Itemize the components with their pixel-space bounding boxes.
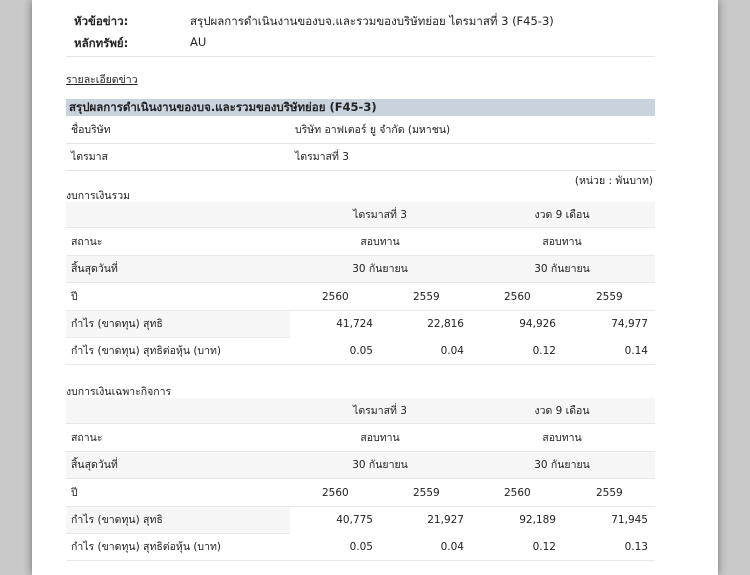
eps-label: กำไร (ขาดทุน) สุทธิต่อหุ้น (บาท) <box>71 541 222 553</box>
end-date-q: 30 กันยายน <box>352 459 408 471</box>
year-cell: 2560 <box>322 487 349 499</box>
quarter-label: ไตรมาส <box>71 151 108 163</box>
end-date-q: 30 กันยายน <box>352 263 408 275</box>
table-row <box>66 338 655 365</box>
year-cell: 2560 <box>504 487 531 499</box>
subject-value: สรุปผลการดำเนินงานของบจ.และรวมของบริษัทย่อย ไตรมาสที่ 3 (F45-3) <box>190 14 554 28</box>
status-q: สอบทาน <box>360 432 400 444</box>
net-profit-label: กำไร (ขาดทุน) สุทธิ <box>71 514 163 526</box>
document-page <box>32 0 718 575</box>
period-q-header: ไตรมาสที่ 3 <box>353 209 407 221</box>
company-value: บริษัท อาฟเตอร์ ยู จำกัด (มหาชน) <box>295 124 451 136</box>
eps-cell: 0.12 <box>532 345 556 357</box>
eps-cell: 0.13 <box>624 541 648 553</box>
profit-cell: 71,945 <box>611 514 648 526</box>
subject-label: หัวข้อข่าว: <box>74 14 129 28</box>
table-row <box>66 507 655 534</box>
table-row <box>66 398 655 424</box>
end-date-label: สิ้นสุดวันที่ <box>71 459 118 471</box>
table-row <box>66 479 655 507</box>
year-cell: 2559 <box>413 487 440 499</box>
profit-cell: 40,775 <box>336 514 373 526</box>
status-9m: สอบทาน <box>542 236 582 248</box>
eps-cell: 0.12 <box>532 541 556 553</box>
end-date-9m: 30 กันยายน <box>534 459 590 471</box>
table-row <box>66 228 655 256</box>
period-q-header: ไตรมาสที่ 3 <box>353 405 407 417</box>
report-title: สรุปผลการดำเนินงานของบจ.และรวมของบริษัทย่อย (F45-3) <box>66 99 655 116</box>
year-cell: 2559 <box>596 291 623 303</box>
year-label: ปี <box>71 487 78 499</box>
eps-cell: 0.05 <box>349 541 373 553</box>
year-cell: 2559 <box>413 291 440 303</box>
table-row <box>66 534 655 561</box>
consolidated-table <box>66 202 655 365</box>
status-q: สอบทาน <box>360 236 400 248</box>
consolidated-title: งบการเงินรวม <box>66 190 131 202</box>
status-label: สถานะ <box>71 236 103 248</box>
profit-cell: 74,977 <box>611 318 648 330</box>
status-9m: สอบทาน <box>542 432 582 444</box>
header-divider <box>66 56 655 57</box>
unit-note: (หน่วย : พันบาท) <box>574 175 653 187</box>
table-row <box>66 256 655 283</box>
year-label: ปี <box>71 291 78 303</box>
separate-title: งบการเงินเฉพาะกิจการ <box>66 386 172 398</box>
table-row <box>66 424 655 452</box>
year-cell: 2560 <box>322 291 349 303</box>
separate-table <box>66 398 655 561</box>
company-row <box>66 117 655 144</box>
news-detail-link[interactable]: รายละเอียดข่าว <box>66 74 138 86</box>
end-date-label: สิ้นสุดวันที่ <box>71 263 118 275</box>
end-date-9m: 30 กันยายน <box>534 263 590 275</box>
profit-cell: 21,927 <box>427 514 464 526</box>
table-row <box>66 452 655 479</box>
profit-cell: 22,816 <box>427 318 464 330</box>
table-row <box>66 311 655 338</box>
profit-cell: 92,189 <box>519 514 556 526</box>
quarter-row <box>66 144 655 171</box>
period-9m-header: งวด 9 เดือน <box>534 209 590 221</box>
year-cell: 2559 <box>596 487 623 499</box>
period-9m-header: งวด 9 เดือน <box>534 405 590 417</box>
eps-cell: 0.04 <box>440 541 464 553</box>
quarter-value: ไตรมาสที่ 3 <box>295 151 349 163</box>
eps-cell: 0.05 <box>349 345 373 357</box>
eps-cell: 0.14 <box>624 345 648 357</box>
security-value: AU <box>190 35 207 49</box>
security-label: หลักทรัพย์: <box>74 36 129 50</box>
status-label: สถานะ <box>71 432 103 444</box>
profit-cell: 94,926 <box>519 318 556 330</box>
eps-label: กำไร (ขาดทุน) สุทธิต่อหุ้น (บาท) <box>71 345 222 357</box>
company-label: ชื่อบริษัท <box>71 124 111 136</box>
year-cell: 2560 <box>504 291 531 303</box>
net-profit-label: กำไร (ขาดทุน) สุทธิ <box>71 318 163 330</box>
eps-cell: 0.04 <box>440 345 464 357</box>
table-row <box>66 202 655 228</box>
profit-cell: 41,724 <box>336 318 373 330</box>
table-row <box>66 283 655 311</box>
